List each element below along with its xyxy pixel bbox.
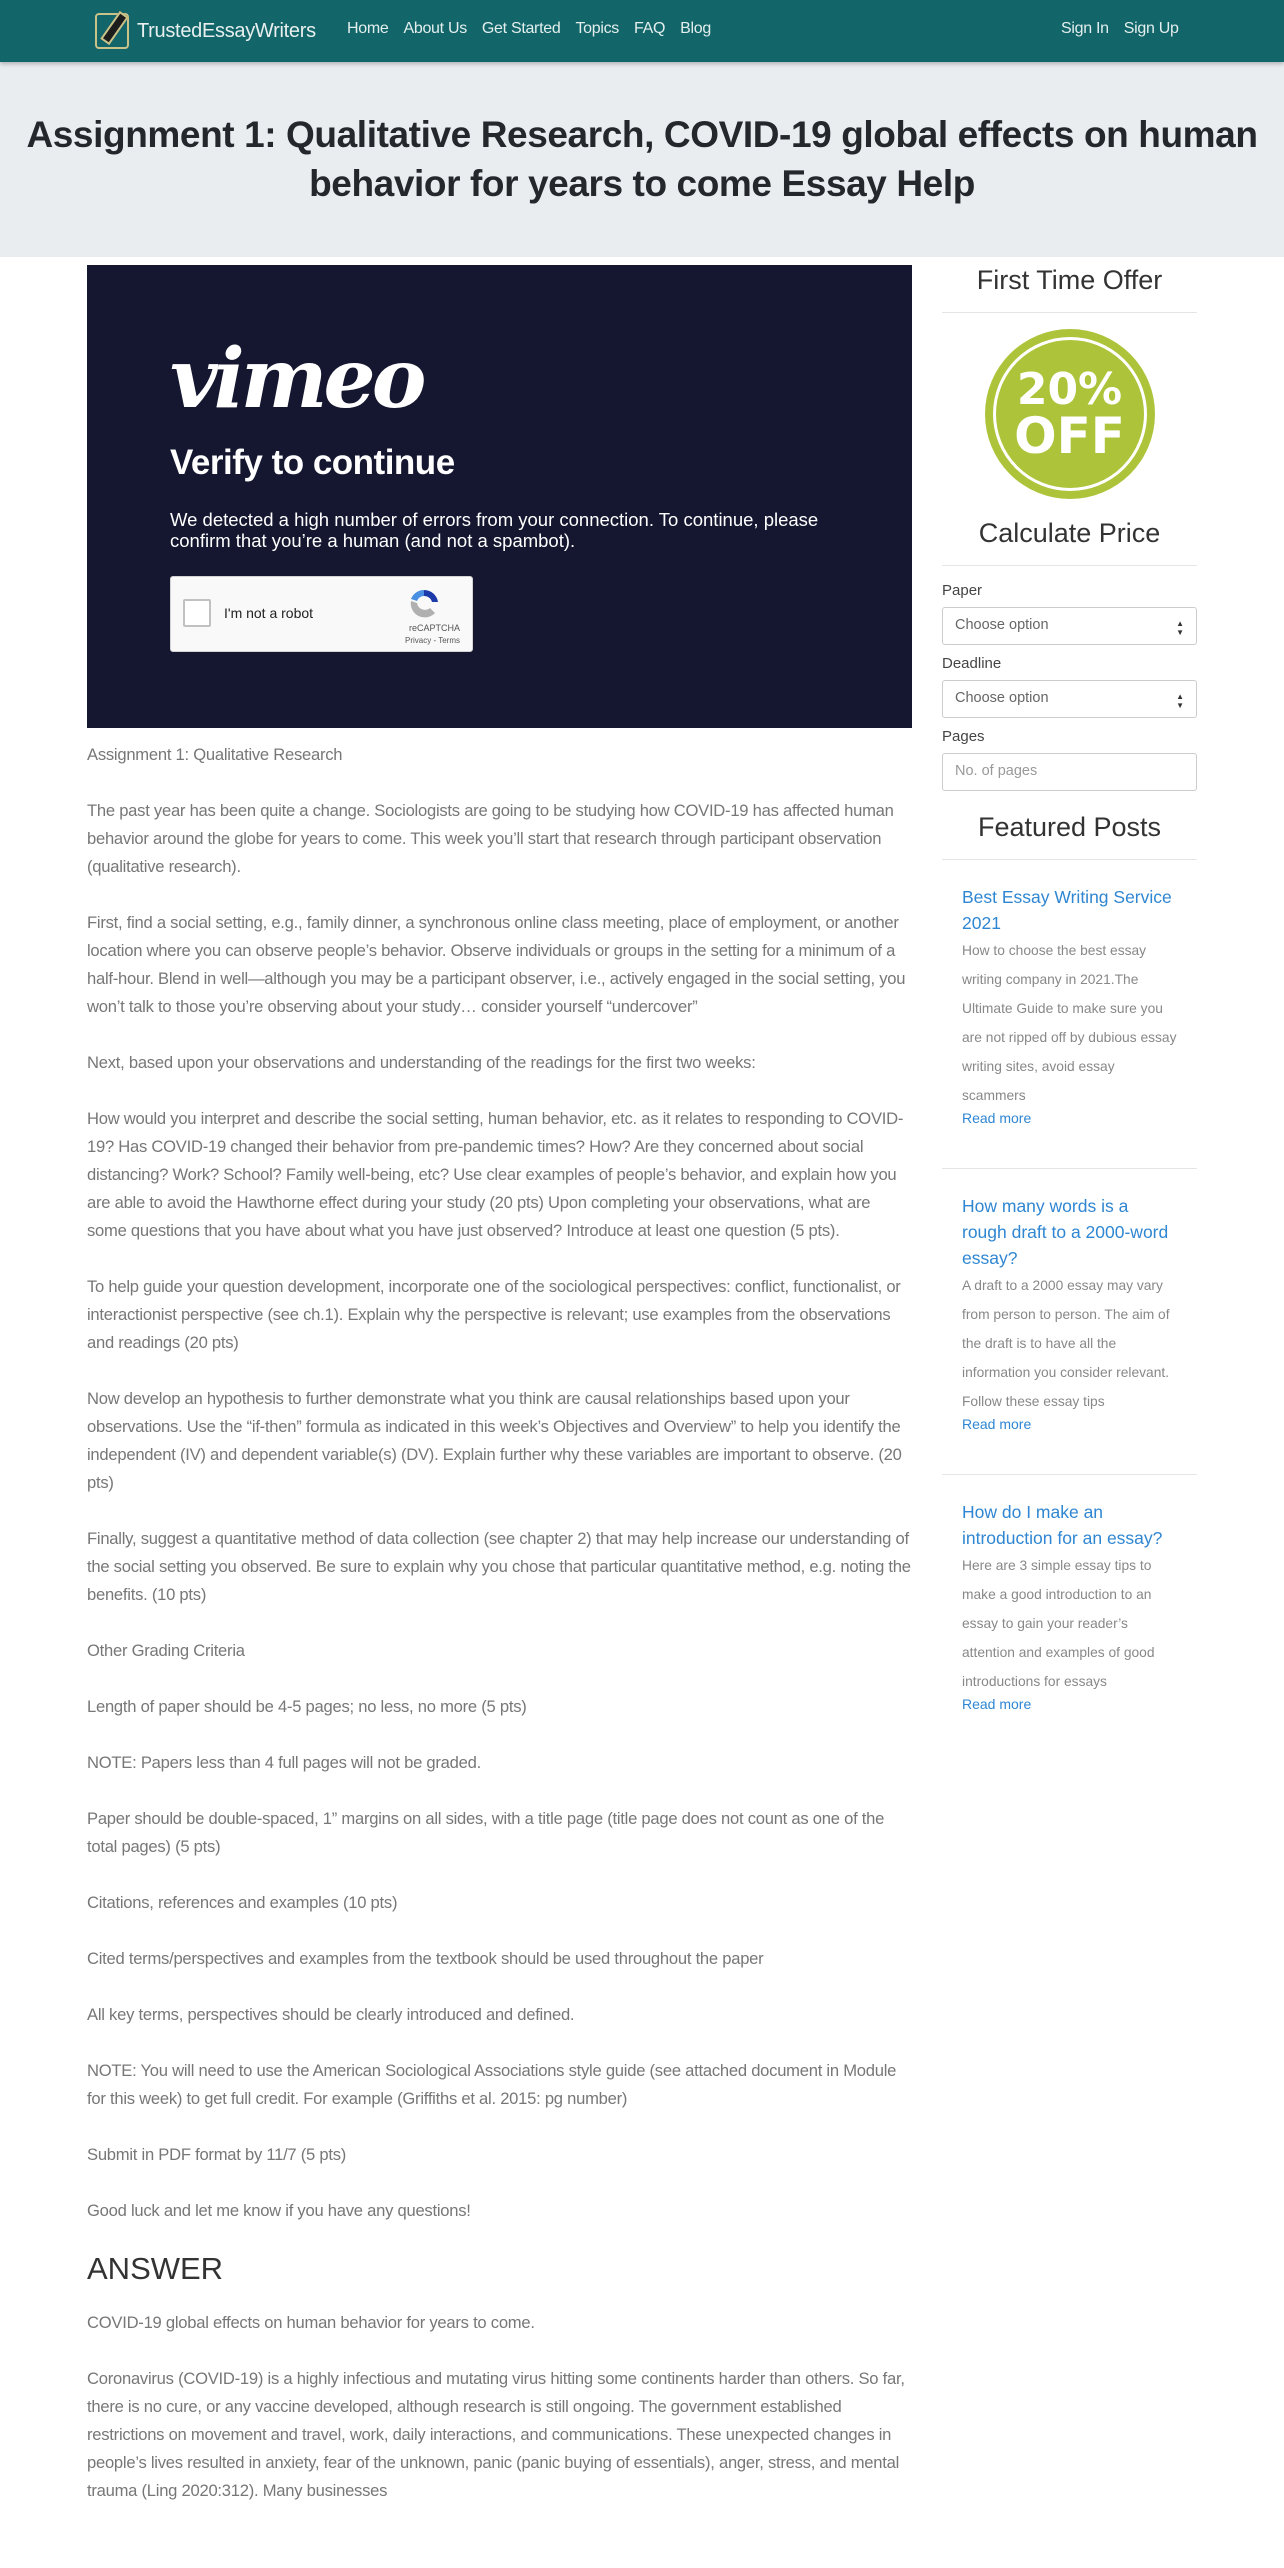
paper-select-value: Choose option: [955, 617, 1049, 633]
verify-message: We detected a high number of errors from your connection. To continue, please confirm that you’re a human (and not a spambot).: [170, 509, 819, 551]
paragraph: NOTE: Papers less than 4 full pages will not be graded.: [87, 1753, 481, 1772]
featured-post: [942, 1475, 1197, 1754]
select-arrows-icon: ▲ ▼: [1176, 619, 1184, 637]
nav-faq[interactable]: FAQ: [634, 20, 666, 37]
video-caption: Assignment 1: Qualitative Research: [87, 745, 343, 764]
answer-paragraph: COVID-19 global effects on human behavior for years to come.: [87, 2313, 535, 2332]
recaptcha-widget: [170, 576, 473, 652]
featured-post: [942, 1169, 1197, 1475]
pencil-note-icon: [95, 13, 129, 49]
pages-label: Pages: [942, 728, 985, 745]
paragraph: Submit in PDF format by 11/7 (5 pts): [87, 2145, 347, 2164]
post-description: A draft to a 2000 essay may vary from person to person. The aim of the draft is to have all the information you consider relevant. Follow these essay tips: [962, 1278, 1170, 1409]
brand-logo[interactable]: [95, 13, 316, 49]
recaptcha-checkbox[interactable]: [183, 599, 211, 627]
nav-home[interactable]: Home: [347, 20, 389, 37]
featured-post: [942, 860, 1197, 1169]
offer-title: First Time Offer: [942, 262, 1197, 313]
paragraph: All key terms, perspectives should be clearly introduced and defined.: [87, 2005, 575, 2024]
nav-about-us[interactable]: About Us: [403, 20, 467, 37]
deadline-select[interactable]: [942, 680, 1197, 718]
paragraph: Good luck and let me know if you have any questions!: [87, 2201, 471, 2220]
paragraph: Length of paper should be 4-5 pages; no less, no more (5 pts): [87, 1697, 527, 1716]
navbar: [0, 0, 1284, 62]
select-arrows-icon: ▲ ▼: [1176, 692, 1184, 710]
badge-percent: 20%: [1016, 364, 1123, 415]
paragraph: How would you interpret and describe the social setting, human behavior, etc. as it relates to responding to COVID-19? Has COVID-19 changed their behavior from pre-pandemic times? How? Are they concerned about social distancing? Work? School? Family well-being, etc? Use clear examples of people’s behavior, and explain how you are able to avoid the Hawthorne effect during your study (20 pts) Upon completing your observations, what are some questions that you have about what you have just observed? Introduce at least one question (5 pts).: [87, 1109, 904, 1240]
recaptcha-brand: reCAPTCHA: [408, 623, 460, 633]
page-header: [0, 62, 1284, 257]
nav-links: [347, 20, 711, 38]
paragraph: To help guide your question development, incorporate one of the sociological perspectives: conflict, functionalist, or interactionist perspective (see ch.1). Explain why the perspective is relevant; use examples from the observations and readings (20 pts): [87, 1277, 901, 1352]
nav-get-started[interactable]: Get Started: [481, 20, 561, 37]
answer-paragraph: Coronavirus (COVID-19) is a highly infectious and mutating virus hitting some continents harder than others. So far, there is no cure, or any vaccine developed, although research is still ongoing. The government established restrictions on movement and travel, work, daily interactions, and communications. These unexpected changes in people’s lives resulted in anxiety, fear of the unknown, panic (panic buying of essentials), anger, stress, and mental trauma (Ling 2020:312). Many businesses: [87, 2369, 905, 2500]
discount-badge[interactable]: [985, 329, 1155, 499]
verify-heading: Verify to continue: [170, 443, 455, 482]
recaptcha-privacy-terms[interactable]: Privacy - Terms: [405, 636, 460, 645]
paragraph: Now develop an hypothesis to further demonstrate what you think are causal relationships based upon your observations. Use the “if-then” formula as indicated in this week’s Objectives and Overview” to help you identify the independent (IV) and dependent variable(s) (DV). Explain further why these variables are important to observe. (20 pts): [87, 1389, 902, 1492]
paper-label: Paper: [942, 582, 983, 599]
paragraph: First, find a social setting, e.g., family dinner, a synchronous online class meeting, place of employment, or another location where you can observe people’s behavior. Observe individuals or groups in the setting for a minimum of a half-hour. Blend in well—although you may be a participant observer, i.e., actively engaged in the social setting, you won’t talk to those you’re observing about your study… consider yourself “undercover”: [87, 913, 906, 1016]
recaptcha-icon: [405, 587, 443, 621]
read-more-link[interactable]: Read more: [962, 1416, 1032, 1432]
read-more-link[interactable]: Read more: [962, 1110, 1032, 1126]
paragraph: The past year has been quite a change. Sociologists are going to be studying how COVID-19 has affected human behavior around the globe for years to come. This week you’ll start that research through participant observation (qualitative research).: [87, 801, 894, 876]
nav-topics[interactable]: Topics: [575, 20, 619, 37]
paragraph: Citations, references and examples (10 pts): [87, 1893, 398, 1912]
read-more-link[interactable]: Read more: [962, 1696, 1032, 1712]
video-embed[interactable]: [87, 265, 912, 728]
vimeo-logo: vimeo: [170, 331, 423, 427]
post-description: How to choose the best essay writing company in 2021.The Ultimate Guide to make sure you are not ripped off by dubious essay writing sites, avoid essay scammers: [962, 943, 1177, 1103]
paragraph: Paper should be double-spaced, 1” margins on all sides, with a title page (title page does not count as one of the total pages) (5 pts): [87, 1809, 885, 1856]
sign-up-link[interactable]: Sign Up: [1123, 20, 1179, 37]
post-title-link[interactable]: Best Essay Writing Service 2021: [962, 887, 1172, 933]
brand-name[interactable]: TrustedEssayWriters: [137, 19, 316, 42]
main-content: [87, 265, 912, 2533]
recaptcha-label: I'm not a robot: [224, 605, 314, 621]
paragraph: NOTE: You will need to use the American Sociological Associations style guide (see attached document in Module for this week) to get full credit. For example (Griffiths et al. 2015: pg number): [87, 2061, 897, 2108]
paper-select[interactable]: [942, 607, 1197, 645]
post-title-link[interactable]: How do I make an introduction for an essay?: [962, 1502, 1163, 1548]
paragraph: Cited terms/perspectives and examples from the textbook should be used throughout the paper: [87, 1949, 764, 1968]
auth-links: [1061, 20, 1179, 38]
badge-off: OFF: [1014, 407, 1125, 465]
answer-heading: ANSWER: [87, 2251, 224, 2286]
deadline-select-value: Choose option: [955, 690, 1049, 706]
post-title-link[interactable]: How many words is a rough draft to a 2000-word essay?: [962, 1196, 1169, 1268]
post-description: Here are 3 simple essay tips to make a good introduction to an essay to gain your reader’s attention and examples of good introductions for essays: [962, 1558, 1155, 1689]
featured-posts-title: Featured Posts: [942, 809, 1197, 860]
nav-blog[interactable]: Blog: [680, 20, 711, 37]
paragraph: Finally, suggest a quantitative method of data collection (see chapter 2) that may help increase our understanding of the social setting you observed. Be sure to explain why you chose that particular quantitative method, e.g. noting the benefits. (10 pts): [87, 1529, 911, 1604]
sign-in-link[interactable]: Sign In: [1061, 20, 1109, 37]
deadline-label: Deadline: [942, 655, 1002, 672]
paragraph: Next, based upon your observations and understanding of the readings for the first two weeks:: [87, 1053, 756, 1072]
sidebar: [942, 262, 1197, 1754]
pages-input[interactable]: No. of pages: [942, 753, 1197, 791]
page-title: Assignment 1: Qualitative Research, COVID-19 global effects on human behavior for years to come Essay Help: [26, 114, 1258, 204]
paragraph: Other Grading Criteria: [87, 1641, 245, 1660]
article-body: [87, 741, 912, 2505]
calculate-price-title: Calculate Price: [942, 515, 1197, 566]
